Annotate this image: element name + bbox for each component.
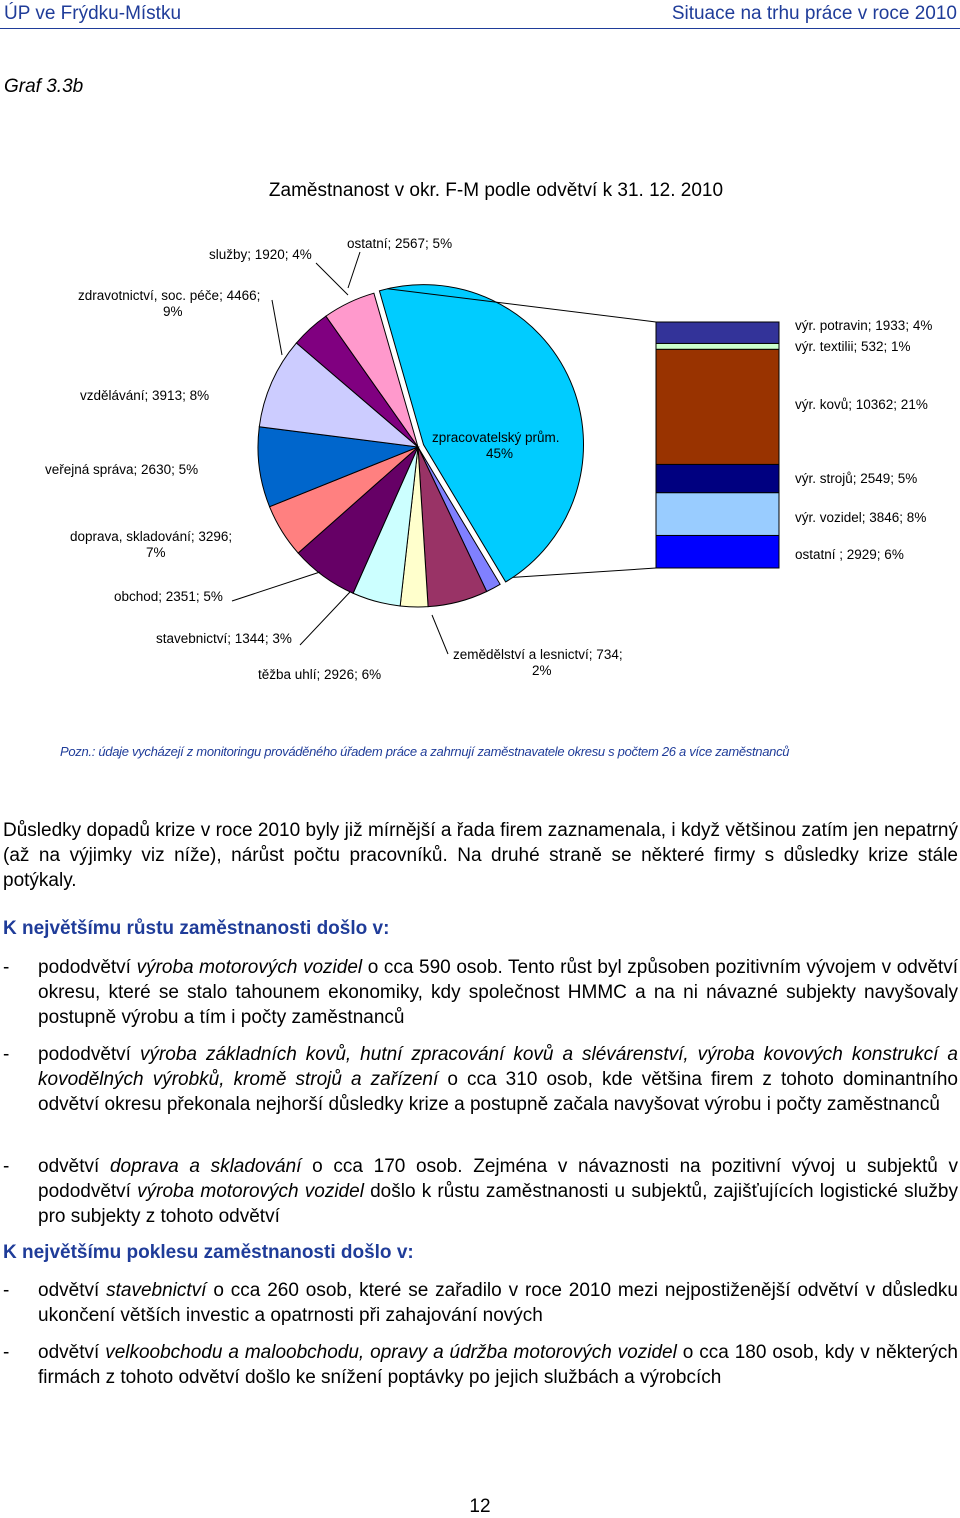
label-leader-line [272,300,282,355]
label-leader-line [300,592,350,645]
text-segment: o cca 590 osob. Tento růst byl způsoben pozitivním vývojem v odvětví okresu, které se stalo tahounem ekonomiky, kdy společnost HMMC a na ni návazné subjekty navyšovaly postupně výrobu a tím i počty zaměstnanců [38,957,958,1028]
bar-label-ostatni: ostatní ; 2929; 6% [795,547,904,562]
pie [258,285,584,607]
text-segment: doprava a skladování [109,1156,302,1177]
pie-label-vzdelavani: vzdělávání; 3913; 8% [80,388,210,403]
pie-label-stavebnictvi: stavebnictví; 1344; 3% [156,631,292,646]
bar-segment-ostatni [656,535,779,568]
employment-pie-chart [0,160,960,720]
decline-item-text [38,1340,958,1390]
header-rule [0,28,960,29]
growth-item-text [38,955,958,1030]
growth-item [3,1042,958,1117]
decline-item [3,1340,958,1390]
label-leader-line [232,572,320,601]
bullet-dash: - [3,1156,10,1177]
text-segment: o cca 180 osob, kdy v některých firmách z tohoto odvětví došlo ke snížení poptávky po jejich službách a výrobcích [38,1342,958,1388]
bar-segment-vyr-stroju [656,464,779,492]
chart-title: Zaměstnanost v okr. F-M podle odvětví k 31. 12. 2010 [268,180,724,201]
chart-note: Pozn.: údaje vycházejí z monitoringu prováděného úřadem práce a zahrnují zaměstnavatele okresu s počtem 26 a více zaměstnanců [60,744,790,759]
pie-label-verejna-sprava: veřejná správa; 2630; 5% [45,462,199,477]
pie-label-sluzby: služby; 1920; 4% [209,247,312,262]
page-number: 12 [469,1496,491,1517]
text-segment: odvětví [38,1280,107,1301]
text-segment: pododvětví [38,1044,140,1065]
pie-label-obchod: obchod; 2351; 5% [114,589,223,604]
bar-label-vyr-textilii: výr. textilii; 532; 1% [795,339,911,354]
bullet-dash: - [3,1280,10,1301]
text-segment: pododvětví [38,957,137,978]
paragraph-intro: Důsledky dopadů krize v roce 2010 byly již mírnější a řada firem zaznamenala, i když většinou zatím jen nepatrný (až na výjimky viz níže), nárůst počtu pracovníků. Na druhé straně se některé firmy s důsledky krize stále potýkaly. [3,820,958,891]
text-segment: výroba základních kovů, hutní zpracování kovů a slévárenství, výroba kovových konstrukcí a kovodělných výrobků, kromě strojů a zařízení [38,1044,958,1090]
breakdown-bar [656,322,779,568]
connector-bottom [513,568,656,577]
growth-item [3,1154,958,1229]
bar-segment-vyr-kovu [656,349,779,464]
bar-label-vyr-stroju: výr. strojů; 2549; 5% [795,471,918,486]
text-segment: stavebnictví [106,1280,207,1301]
header-left: ÚP ve Frýdku-Místku [4,3,182,24]
bar-labels [795,318,932,562]
decline-item-text [38,1278,958,1328]
growth-item [3,955,958,1030]
growth-item-text [38,1154,958,1229]
text-segment: odvětví [38,1342,106,1363]
growth-item-text [38,1042,958,1117]
text-segment: výroba motorových vozidel [136,957,363,978]
text-segment: o cca 260 osob, které se zařadilo v roce 2010 mezi nejpostiženější odvětví v důsledku ukončení větších investic a opatrnosti při zahajování nových [38,1280,959,1326]
pie-label-zemedelstvi-a-lesnictvi: zemědělství a lesnictví; 734; 2% [453,647,623,678]
bullet-dash: - [3,957,10,978]
text-segment: o cca 310 osob, kde většina firem z tohoto dominantního odvětví okresu překonala nejhorší důsledky krize a postupně začala navyšovat výrobu i počty zaměstnanců [38,1069,958,1115]
bullet-dash: - [3,1044,10,1065]
bar-segment-vyr-vozidel [656,493,779,536]
text-segment: odvětví [38,1156,110,1177]
bar-label-vyr-vozidel: výr. vozidel; 3846; 8% [795,510,927,525]
heading-decline: K největšímu poklesu zaměstnanosti došlo v: [3,1242,414,1263]
label-leader-line [316,263,348,295]
bullet-dash: - [3,1342,10,1363]
heading-growth: K největšímu růstu zaměstnanosti došlo v: [3,918,390,939]
graph-label: Graf 3.3b [4,76,84,97]
text-segment: výroba motorových vozidel [137,1181,364,1202]
bar-segment-vyr-textilii [656,343,779,349]
label-leader-line [348,252,360,288]
pie-label-doprava-skladovani: doprava, skladování; 3296; 7% [70,529,233,560]
bar-label-vyr-kovu: výr. kovů; 10362; 21% [795,397,928,412]
decline-item [3,1278,958,1328]
pie-label-zpracovatelsky-prum: zpracovatelský prům. 45% [432,430,560,461]
pie-label-tezba-uhli: těžba uhlí; 2926; 6% [258,667,382,682]
bar-label-vyr-potravin: výr. potravin; 1933; 4% [795,318,933,333]
pie-label-zdravotnictvi-soc-pece: zdravotnictví, soc. péče; 4466; 9% [78,288,261,319]
text-segment: velkoobchodu a maloobchodu, opravy a údržba motorových vozidel [105,1342,677,1363]
header-right: Situace na trhu práce v roce 2010 [671,3,957,24]
text-segment: o cca 170 osob. Zejména v návaznosti na pozitivní vývoj u subjektů v pododvětví [38,1156,959,1202]
label-leader-line [432,615,448,654]
pie-label-ostatni: ostatní; 2567; 5% [347,236,453,251]
text-segment: došlo k růstu zaměstnanosti u subjektů, zajišťujících logistické služby pro subjekty z tohoto odvětví [38,1181,958,1227]
bar-segment-vyr-potravin [656,322,779,343]
